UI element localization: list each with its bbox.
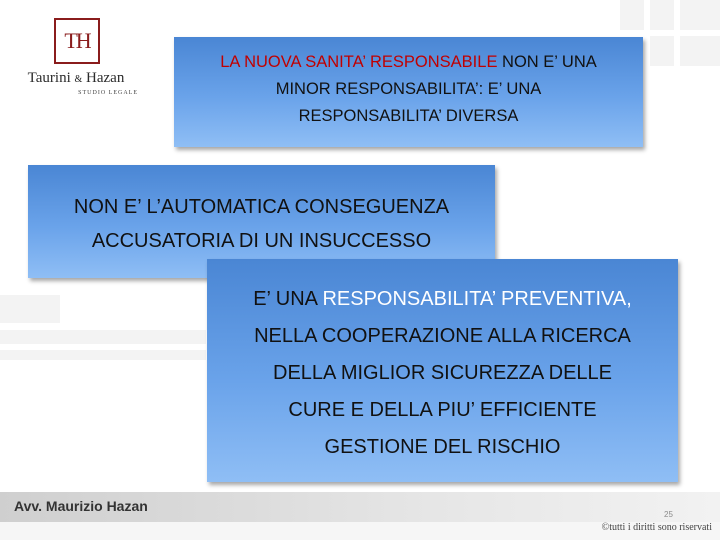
background-decoration (0, 330, 206, 344)
box3-highlight: RESPONSABILITA’ PREVENTIVA, (322, 288, 632, 310)
box1-highlight: LA NUOVA SANITA’ RESPONSABILE (220, 53, 498, 71)
author-name: Avv. Maurizio Hazan (14, 498, 148, 514)
box1-line1-rest: NON E’ UNA (497, 53, 597, 71)
statement-box-preventive (207, 259, 678, 482)
logo-name (14, 70, 138, 87)
copyright-text: ©tutti i diritti sono riservati (601, 522, 712, 533)
logo-name-part2: Hazan (86, 70, 125, 86)
background-decoration (650, 36, 674, 66)
box3-line5: GESTIONE DEL RISCHIO (324, 436, 561, 458)
logo-mark: TH (54, 18, 100, 64)
box2-line2: ACCUSATORIA DI UN INSUCCESSO (91, 230, 432, 252)
background-decoration (680, 36, 720, 66)
logo-subtitle: STUDIO LEGALE (78, 90, 138, 96)
box1-line2: MINOR RESPONSABILITA’: E’ UNA (275, 80, 542, 98)
background-decoration (650, 0, 674, 30)
logo-name-part1: Taurini (27, 70, 71, 86)
page-number: 25 (664, 510, 673, 519)
background-decoration (0, 295, 60, 323)
box1-line1 (174, 49, 643, 76)
box1-line3: RESPONSABILITA’ DIVERSA (298, 107, 519, 125)
box3-line1 (207, 281, 678, 318)
statement-box-new-responsibility (174, 37, 643, 147)
box3-line1-start: E’ UNA (253, 288, 323, 310)
logo (6, 10, 136, 102)
box3-line4: CURE E DELLA PIU’ EFFICIENTE (288, 399, 597, 421)
background-decoration (620, 0, 644, 30)
box3-line2: NELLA COOPERAZIONE ALLA RICERCA (254, 325, 631, 347)
background-decoration (0, 350, 206, 360)
box3-line3: DELLA MIGLIOR SICUREZZA DELLE (273, 362, 612, 384)
logo-name-ampersand: & (74, 74, 83, 85)
background-decoration (680, 0, 720, 30)
box2-line1: NON E’ L’AUTOMATICA CONSEGUENZA (73, 196, 450, 218)
